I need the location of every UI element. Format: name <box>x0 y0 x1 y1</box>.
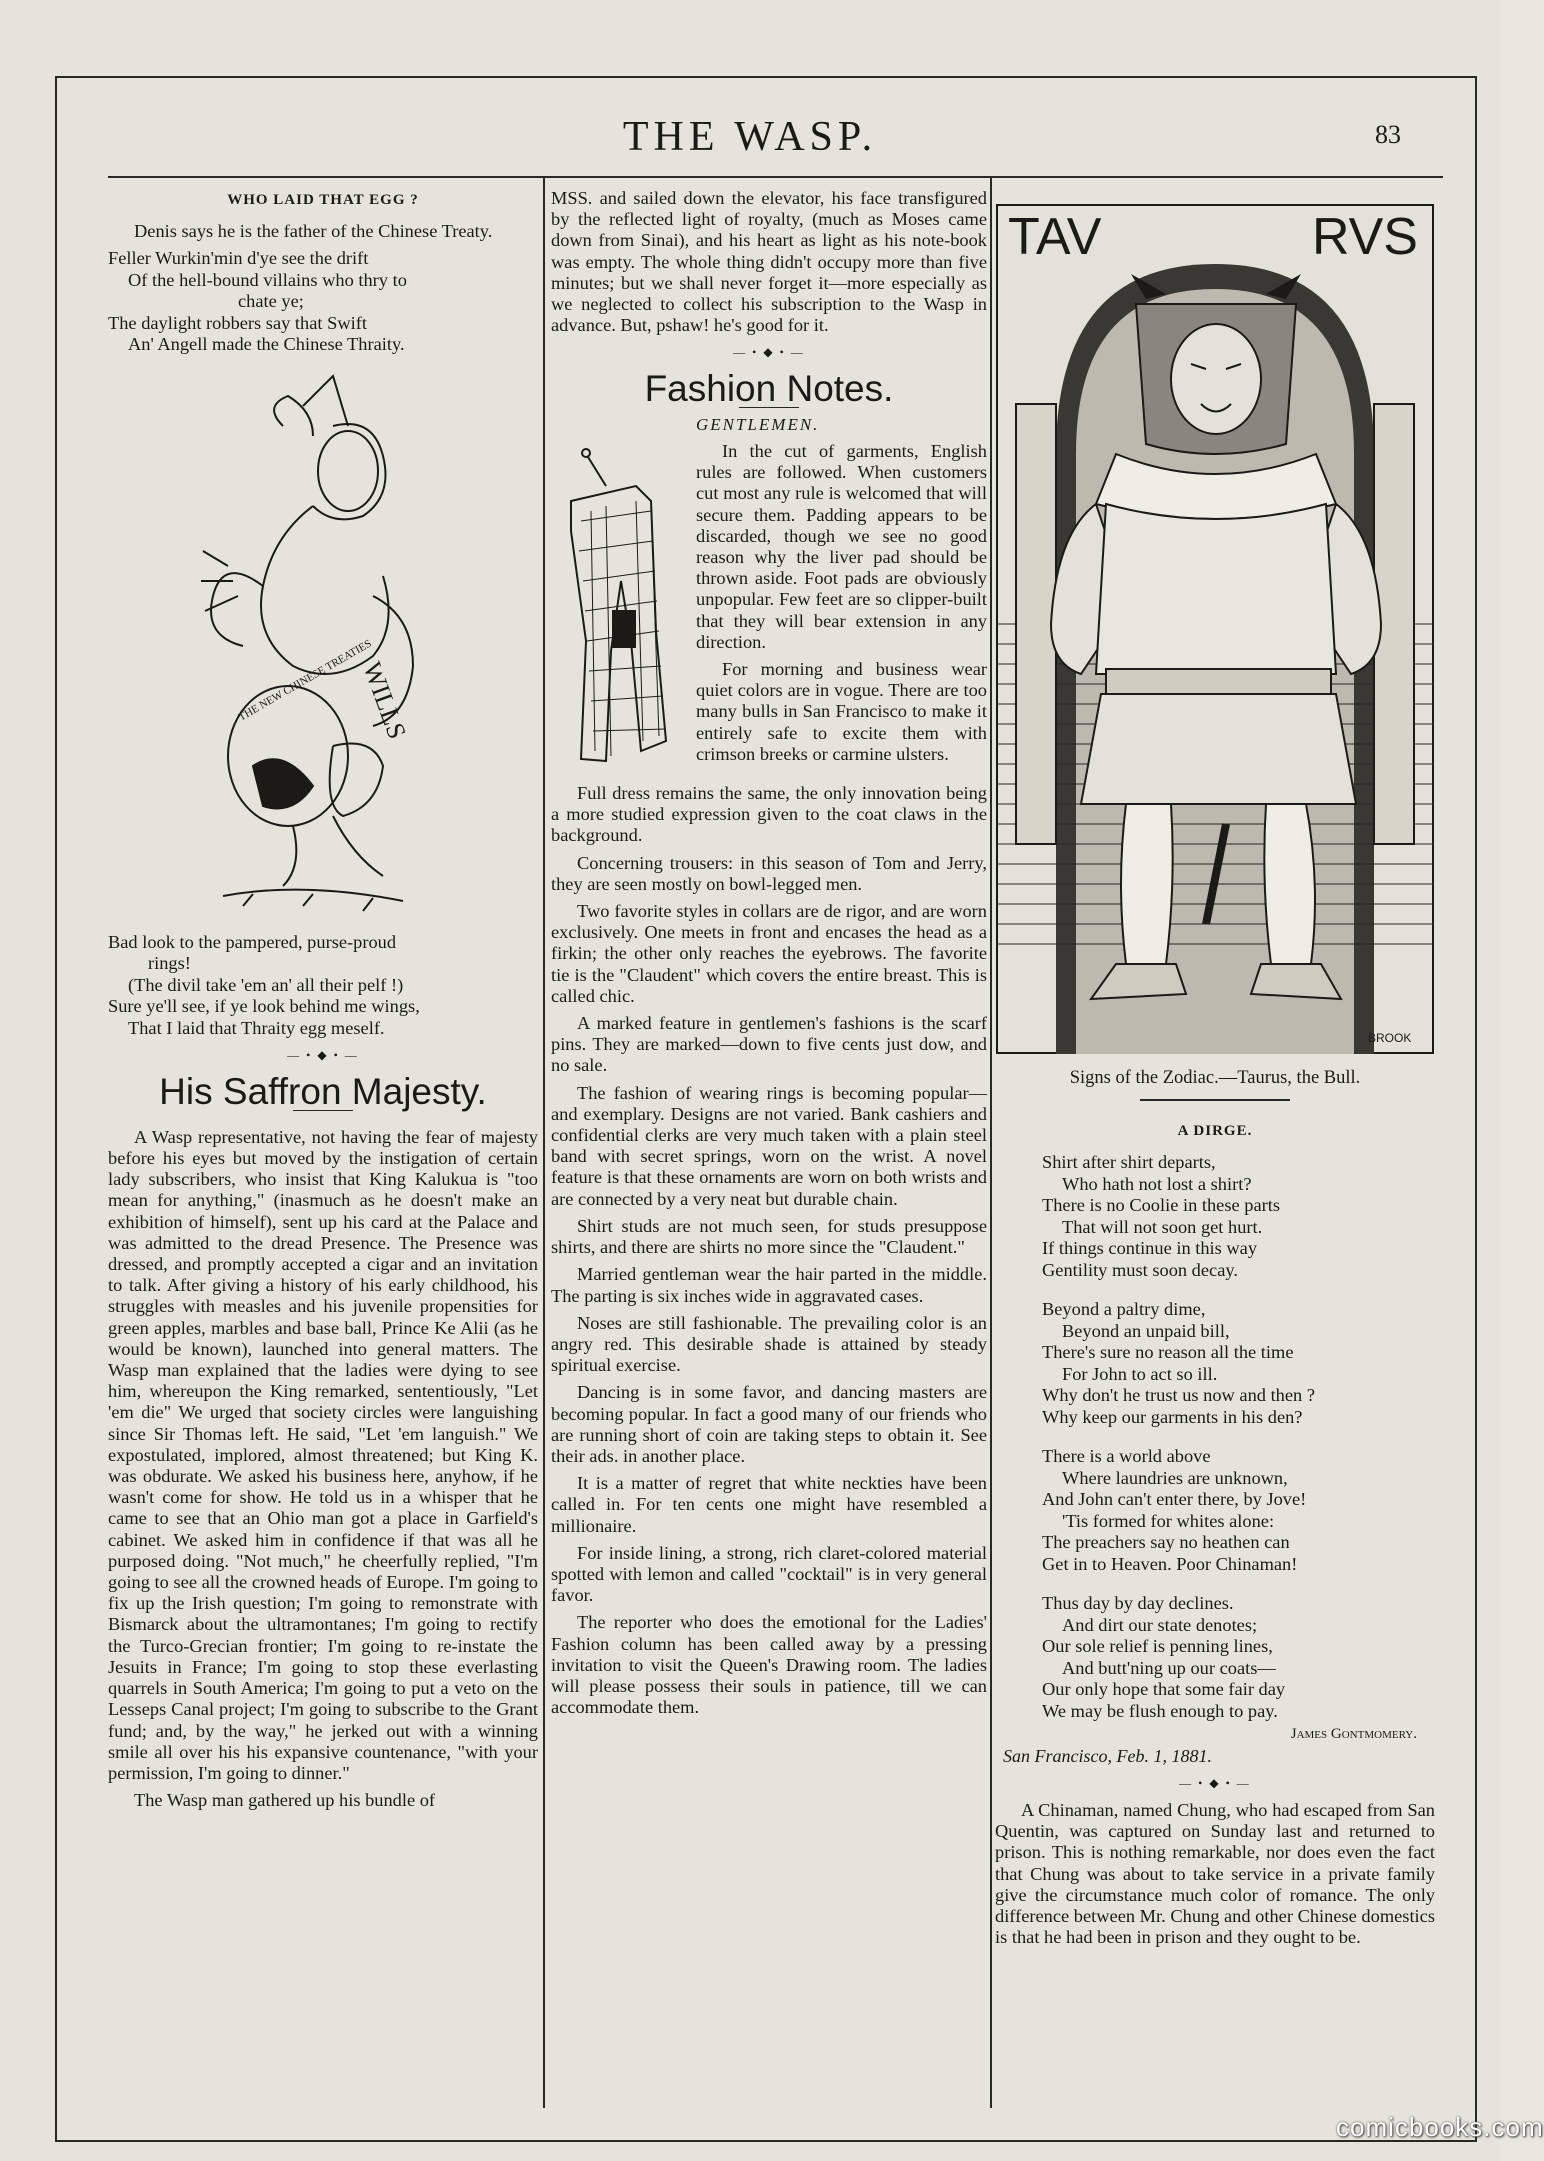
taurus-caption: Signs of the Zodiac.—Taurus, the Bull. <box>1069 1068 1361 1088</box>
page-number: 83 <box>1375 120 1401 149</box>
dirge-line: 'Tis formed for whites alone: <box>1062 1510 1275 1531</box>
verse-line: Sure ye'll see, if ye look behind me wings, <box>108 996 420 1017</box>
fashion-paragraph: Two favorite styles in collars are de rigor, and are worn exclusively. One meets in front and encases the head as a firkin; the other only reaches the eyebrows. The favorite tie is the "Claudent" which covers the entire breast. This is called chic. <box>551 901 987 1006</box>
fashion-headline: Fashion Notes. <box>644 367 894 409</box>
egg-verse-1 <box>108 248 538 356</box>
taurus-label-left: TAV <box>1008 208 1102 266</box>
dirge-line: For John to act so ill. <box>1062 1363 1218 1384</box>
taurus-label-right: RVS <box>1312 208 1418 266</box>
section-divider: — • ◆ • — <box>287 1048 359 1063</box>
fashion-paragraph: The reporter who does the emotional for the Ladies' Fashion column has been called away by a pressing invitation to visit the Queen's Drawing room. The ladies will please possess their souls in patience, till we can accommodate them. <box>551 1612 987 1718</box>
dirge-line: There's sure no reason all the time <box>1042 1342 1294 1363</box>
verse-line: That I laid that Thraity egg meself. <box>128 1017 385 1038</box>
dirge-line: The preachers say no heathen can <box>1042 1532 1290 1553</box>
chung-paragraph: A Chinaman, named Chung, who had escaped from San Quentin, was captured on Sunday last and returned to prison. This is nothing remarkable, nor does even the fact that Chung was about to take service in a private family give the circumstance much color of romance. The only difference between Mr. Chung and other Chinese domestics is that he had been in prison and they ought to be. <box>995 1800 1435 1948</box>
verse-line: An' Angell made the Chinese Thraity. <box>128 334 405 355</box>
masthead-title: THE WASP. <box>622 114 878 160</box>
column-3 <box>995 204 1435 1954</box>
dirge-line: Get in to Heaven. Poor Chinaman! <box>1042 1553 1298 1574</box>
fashion-paragraph: Married gentleman wear the hair parted in the middle. The parting is six inches wide in aggravated cases. <box>551 1264 987 1306</box>
dirge-line: And butt'ning up our coats— <box>1062 1657 1276 1678</box>
section-divider: — • ◆ • — <box>1179 1775 1251 1790</box>
fashion-paragraph: Full dress remains the same, the only innovation being a more studied expression given to the coat claws in the background. <box>551 783 987 846</box>
dirge-line: Our only hope that some fair day <box>1042 1679 1286 1700</box>
fashion-paragraph: Shirt studs are not much seen, for studs presuppose shirts, and there are shirts no more since the "Claudent." <box>551 1215 987 1258</box>
verse-line: chate ye; <box>238 291 304 312</box>
dirge-line: And John can't enter there, by Jove! <box>1042 1489 1307 1510</box>
fashion-paragraph: In the cut of garments, English rules are followed. When customers cut most any rule is welcomed that will secure them. Padding appears to be discarded, though we see no good reason why the liver pad should be thrown aside. Foot pads are obviously unpopular. Few feet are so clipper-built that they will bear extension in any direction. <box>696 441 987 652</box>
fashion-paragraph: It is a matter of regret that white neckties have been called in. For ten cents one might have resembled a millionaire. <box>551 1473 987 1536</box>
verse-line: The daylight robbers say that Swift <box>108 312 367 333</box>
dirge-line <box>1042 1281 1435 1299</box>
fashion-paragraph: Dancing is in some favor, and dancing masters are becoming popular. In fact a good many of our friends who are running short of coin are taking steps to obtain it. See their ads. in another place. <box>551 1382 987 1466</box>
column-divider-2 <box>990 178 992 2108</box>
fashion-paragraph: For morning and business wear quiet colors are in vogue. There are too many bulls in San Francisco to make it entirely safe to excite them with crimson breeks or carmine ulsters. <box>696 659 987 764</box>
dirge-line: Shirt after shirt departs, <box>1042 1152 1216 1173</box>
egg-illustration <box>183 366 463 926</box>
dirge-line: Our sole relief is penning lines, <box>1042 1636 1273 1657</box>
dirge-line: Gentility must soon decay. <box>1042 1259 1238 1280</box>
fashion-paragraph: A marked feature in gentlemen's fashions is the scarf pins. They are marked—down to five cents just dow, and no sale. <box>551 1013 987 1076</box>
dirge-line: Why don't he trust us now and then ? <box>1042 1385 1315 1406</box>
egg-intro: Denis says he is the father of the Chinese Treaty. <box>134 221 493 242</box>
dirge-line: Why keep our garments in his den? <box>1042 1406 1303 1427</box>
trousers-illustration <box>551 441 686 781</box>
verse-line: Bad look to the pampered, purse-proud <box>108 931 397 952</box>
header-rule <box>108 176 1443 178</box>
watermark: comicbooks.com <box>1336 2112 1544 2142</box>
dirge-line: And dirt our state denotes; <box>1062 1614 1258 1635</box>
dirge-line: Who hath not lost a shirt? <box>1062 1173 1252 1194</box>
trousers-drawing <box>551 441 686 781</box>
artist-signature: BROOK <box>1368 1031 1412 1045</box>
dirge-signature: James Gontmomery. <box>1290 1726 1417 1743</box>
verse-line: (The divil take 'em an' all their pelf !) <box>128 974 404 995</box>
saffron-headline: His Saffron Majesty. <box>159 1070 487 1112</box>
treaties-label: THE NEW CHINESE TREATIES <box>236 637 374 724</box>
wills-label: WILLS <box>357 658 412 743</box>
dirge-line: That will not soon get hurt. <box>1062 1216 1263 1237</box>
dirge-line <box>1042 1575 1435 1593</box>
column-1 <box>108 182 538 1817</box>
taurus-illustration <box>996 204 1434 1054</box>
saffron-continuation: MSS. and sailed down the elevator, his face transfigured by the reflected light of royalty, (much as Moses came down from Sinai), and his heart as light as his note-book was empty. The whole thing didn't occupy more than five minutes; but we shall never forget it—more especially as we neglected to collect his subscription to the Wasp in advance. But, pshaw! he's good for it. <box>551 188 987 336</box>
column-divider-1 <box>543 178 545 2108</box>
dirge-line: There is a world above <box>1042 1446 1211 1467</box>
dirge-poem <box>995 1152 1435 1722</box>
dirge-line: If things continue in this way <box>1042 1238 1258 1259</box>
column-2 <box>551 188 987 1724</box>
dirge-line: We may be flush enough to pay. <box>1042 1700 1278 1721</box>
fashion-paragraph: The fashion of wearing rings is becoming popular—and exemplary. Designs are not varied. Bank cashiers and confidential clerks are very much taken with a plain steel band with secret springs, worn on the wrist. A novel feature is that these ornaments are worn on both wrists and are connected by a very neat but durable chain. <box>551 1082 987 1209</box>
dirge-dateline: San Francisco, Feb. 1, 1881. <box>1003 1745 1212 1766</box>
saffron-paragraph-2: The Wasp man gathered up his bundle of <box>134 1790 436 1811</box>
dirge-line <box>1042 1428 1435 1446</box>
saffron-paragraph-1: A Wasp representative, not having the fear of majesty before his eyes but moved by the instigation of certain lady subscribers, who insist that King Kalukua is "too mean for anything," (inasmuch as he doesn't make an exhibition of himself), sent up his card at the Palace and was admitted to the dread Presence. The Presence was dressed, and promptly accepted a cigar and an invitation to talk. After giving a history of his early childhood, his struggles with measles and his juvenile propensities for green apples, marbles and base ball, Prince Ke Alii (as he would be known), launched into general matters. The Wasp man explained that the ladies were dying to see him, whereupon the King remarked, sententiously, "Let 'em die" We urged that society circles were languishing since Sir Thomas left. He said, "Let 'em languish." We expostulated, implored, almost threatened; but King K. was obdurate. We asked his business here, anyhow, if he wasn't come for show. He told us in a whisper that he came to see that an Ohio man got a place in Garfield's cabinet. We asked him in confidence if that was all he purposed doing. "Not much," he cheerfully replied, "I'm going to see all the crowned heads of Europe. I'm going to fix up the Irish question; I'm going to remonstrate with Bismarck about the ultramontanes; I'm going to rectify the Turco-Grecian frontier; I'm going to re-instate the Jesuits in France; I'm going to stop these everlasting quarrels in South America; I'm going to put a veto on the Lesseps Canal project; I'm going to subscribe to the Grant fund; and, by the way," he jerked out with a winning smile all over his his expansive countenance, "with your permission, I'm going to dinner." <box>108 1126 538 1783</box>
dirge-line: Beyond a paltry dime, <box>1042 1299 1206 1320</box>
verse-line: rings! <box>148 953 191 974</box>
dirge-headline: A DIRGE. <box>1177 1123 1253 1140</box>
egg-verse-2 <box>108 932 538 1040</box>
dirge-line: Where laundries are unknown, <box>1062 1467 1288 1488</box>
egg-headline: WHO LAID THAT EGG ? <box>227 192 419 208</box>
dirge-line: There is no Coolie in these parts <box>1042 1195 1281 1216</box>
dirge-line: Beyond an unpaid bill, <box>1062 1320 1230 1341</box>
hen-egg-drawing <box>183 366 463 926</box>
verse-line: Feller Wurkin'min d'ye see the drift <box>108 248 369 269</box>
fashion-paragraph: Noses are still fashionable. The prevailing color is an angry red. This desirable shade is attained by steady spiritual exercise. <box>551 1312 987 1376</box>
fashion-subhead: GENTLEMEN. <box>696 414 820 434</box>
taurus-knight-drawing <box>996 204 1434 1054</box>
section-rule <box>1140 1099 1290 1101</box>
fashion-paragraph: Concerning trousers: in this season of Tom and Jerry, they are seen mostly on bowl-legged men. <box>551 852 987 894</box>
dirge-line: Thus day by day declines. <box>1042 1593 1234 1614</box>
section-divider: — • ◆ • — <box>733 345 805 360</box>
verse-line: Of the hell-bound villains who thry to <box>128 269 407 290</box>
fashion-paragraph: For inside lining, a strong, rich claret-colored material spotted with lemon and called "cocktail" is in very general favor. <box>551 1542 987 1606</box>
